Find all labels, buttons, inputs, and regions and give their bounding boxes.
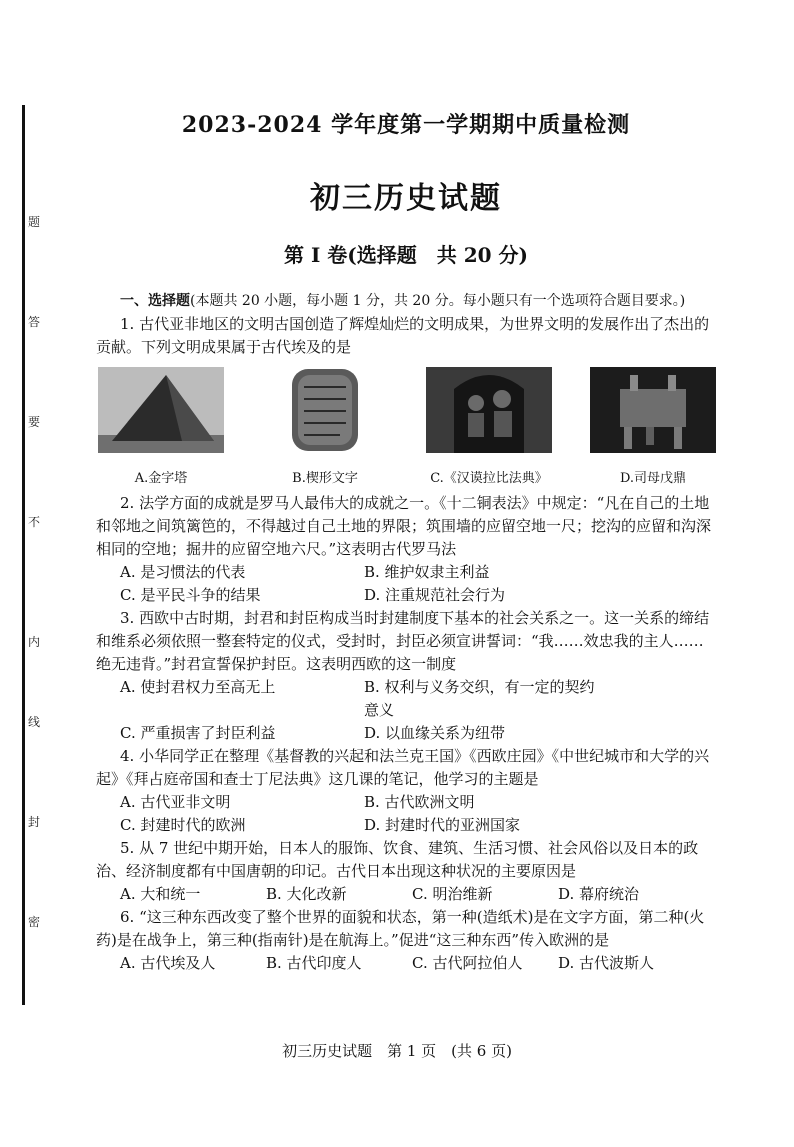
- answer-options: [96, 883, 716, 906]
- option-c[interactable]: C. 是平民斗争的结果: [120, 586, 261, 604]
- question-stem: 4. 小华同学正在整理《基督教的兴起和法兰克王国》《西欧庄园》《中世纪城市和大学的兴起》《拜占庭帝国和查士丁尼法典》这几课的笔记，他学习的主题是: [96, 747, 710, 788]
- cuneiform-tablet-image: [262, 367, 388, 453]
- section-label: 一、选择题: [120, 293, 190, 309]
- section-instructions: [96, 290, 716, 313]
- answer-options: [96, 676, 716, 745]
- option-c[interactable]: C. 明治维新: [412, 885, 493, 903]
- option-a[interactable]: A. 大和统一: [120, 885, 201, 903]
- binding-mark: 不: [27, 515, 40, 529]
- option-c: [424, 367, 554, 486]
- volume-heading: 第 I 卷(选择题 共 20 分): [284, 243, 528, 267]
- pyramid-image: [98, 367, 224, 453]
- option-caption: A.金字塔: [134, 471, 188, 486]
- question-stem: 1. 古代亚非地区的文明古国创造了辉煌灿烂的文明成果，为世界文明的发展作出了杰出的贡献。下列文明成果属于古代埃及的是: [96, 315, 710, 356]
- option-d[interactable]: D. 幕府统治: [558, 885, 640, 903]
- option-b[interactable]: B. 权利与义务交织，有一定的契约意义: [364, 678, 595, 719]
- binding-line: [22, 105, 45, 1005]
- option-c[interactable]: C. 古代阿拉伯人: [412, 954, 523, 972]
- option-c[interactable]: C. 封建时代的欧洲: [120, 816, 246, 834]
- option-c[interactable]: C. 严重损害了封臣利益: [120, 724, 276, 742]
- binding-mark: 答: [27, 315, 40, 329]
- exam-title: 初三历史试题: [310, 181, 502, 216]
- simuwu-ding-image: [590, 367, 716, 453]
- option-b[interactable]: B. 古代欧洲文明: [364, 793, 475, 811]
- question-stem: 5. 从 7 世纪中期开始，日本人的服饰、饮食、建筑、生活习惯、社会风俗以及日本的政治、经济制度都有中国唐朝的印记。古代日本出现这种状况的主要原因是: [96, 839, 699, 880]
- question-stem: 2. 法学方面的成就是罗马人最伟大的成就之一。《十二铜表法》中规定：“凡在自己的土地和邻地之间筑篱笆的，不得越过自己土地的界限；筑围墙的应留空地一尺；挖沟的应留和沟深相同的空地；掘井的应留空地六尺。”这表明古代罗马法: [96, 494, 712, 558]
- binding-mark: 封: [27, 815, 40, 829]
- option-b[interactable]: B. 古代印度人: [266, 954, 362, 972]
- option-caption: C.《汉谟拉比法典》: [430, 471, 548, 486]
- option-d[interactable]: D. 封建时代的亚洲国家: [364, 816, 521, 834]
- option-caption: D.司母戊鼎: [619, 471, 687, 486]
- option-d: [588, 367, 718, 486]
- exam-term: 2023-2024 学年度第一学期期中质量检测: [181, 112, 631, 138]
- option-b: [260, 367, 390, 486]
- option-a[interactable]: A. 是习惯法的代表: [120, 563, 246, 581]
- option-caption: B.楔形文字: [292, 471, 358, 486]
- answer-options: [96, 952, 716, 975]
- binding-mark: 密: [27, 915, 40, 929]
- option-a[interactable]: A. 使封君权力至高无上: [120, 678, 276, 696]
- option-d[interactable]: D. 以血缘关系为纽带: [364, 724, 506, 742]
- page-footer: 初三历史试题 第 1 页 (共 6 页): [282, 1042, 512, 1060]
- exam-page: [96, 108, 716, 975]
- option-a: [96, 367, 226, 486]
- hammurabi-stele-image: [426, 367, 552, 453]
- answer-options: [96, 561, 716, 607]
- binding-mark: 题: [27, 215, 40, 229]
- option-d[interactable]: D. 注重规范社会行为: [364, 586, 506, 604]
- binding-mark: 内: [27, 635, 40, 649]
- section-instruction-text: (本题共 20 小题，每小题 1 分，共 20 分。每小题只有一个选项符合题目要求。): [190, 293, 686, 309]
- binding-mark: 要: [27, 415, 40, 429]
- option-a[interactable]: A. 古代亚非文明: [120, 793, 231, 811]
- option-b[interactable]: B. 大化改新: [266, 885, 347, 903]
- answer-options: [96, 791, 716, 837]
- image-options: [96, 367, 718, 486]
- question-stem: 6. “这三种东西改变了整个世界的面貌和状态，第一种(造纸术)是在文字方面，第二种(火药)是在战争上，第三种(指南针)是在航海上。”促进“这三种东西”传入欧洲的是: [96, 908, 705, 949]
- question-stem: 3. 西欧中古时期，封君和封臣构成当时封建制度下基本的社会关系之一。这一关系的缔结和维系必须依照一整套特定的仪式，受封时，封臣必须宣讲誓词：“我……效忠我的主人……绝无违背。”封君宣誓保护封臣。这表明西欧的这一制度: [96, 609, 710, 673]
- option-b[interactable]: B. 维护奴隶主利益: [364, 563, 490, 581]
- option-a[interactable]: A. 古代埃及人: [120, 954, 216, 972]
- option-d[interactable]: D. 古代波斯人: [558, 954, 655, 972]
- binding-mark: 线: [27, 715, 40, 729]
